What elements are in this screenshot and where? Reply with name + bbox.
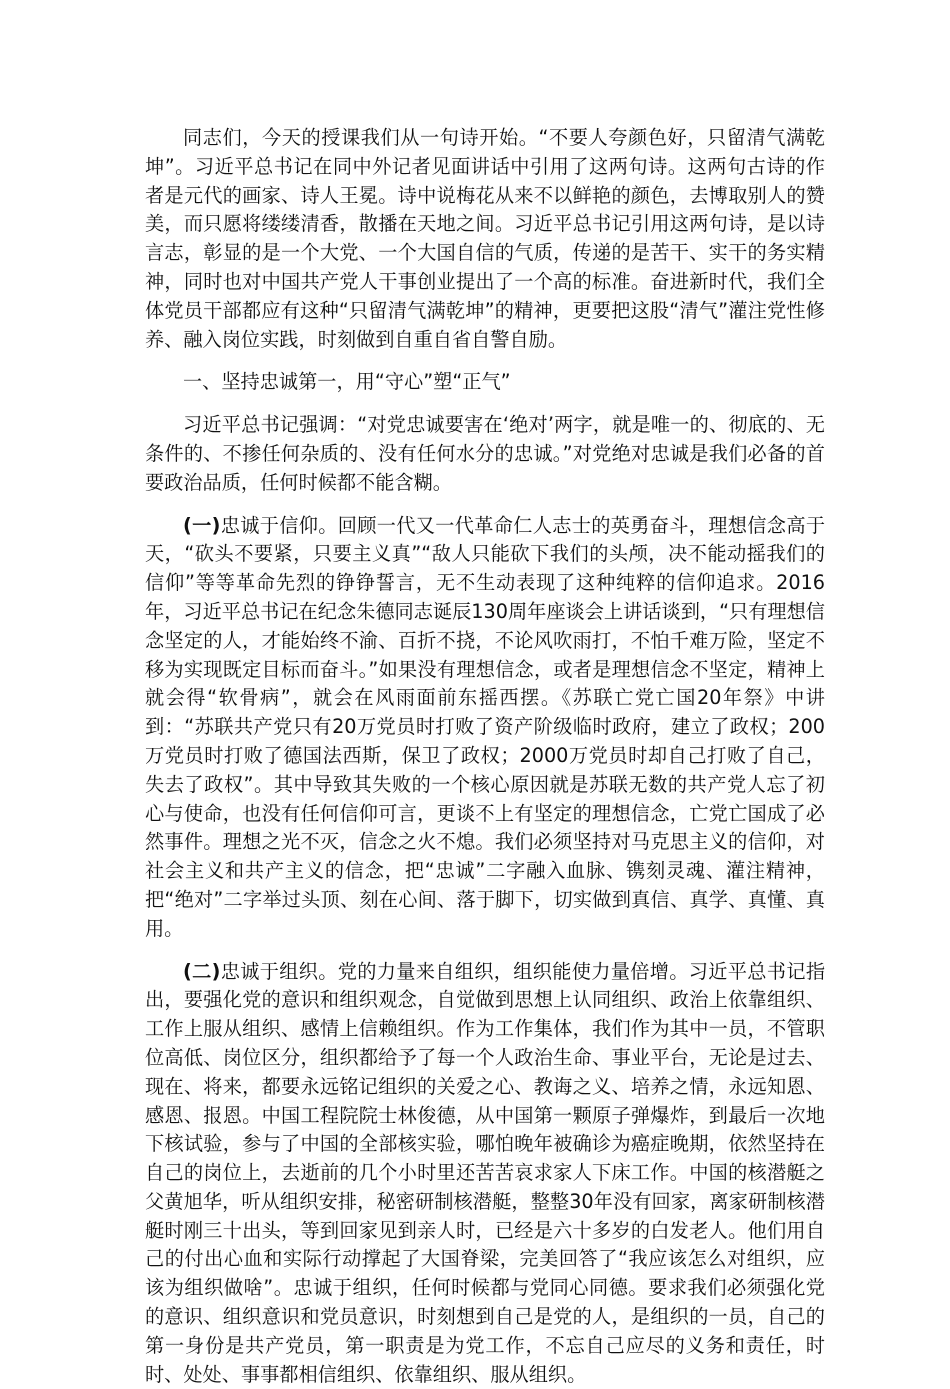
subsection-text: 忠诚于信仰。回顾一代又一代革命仁人志士的英勇奋斗，理想信念高于天，“砍头不要紧，只要主义真”“敌人只能砍下我们的头颅，决不能动摇我们的信仰”等等革命先烈的铮铮誓言，无不生动表现了这种纯粹的信仰追求。2016年，习近平总书记在纪念朱德同志诞辰130周年座谈会上讲话谈到，“只有理想信念坚定的人，才能始终不渝、百折不挠，不论风吹雨打，不怕千难万险，坚定不移为实现既定目标而奋斗。”如果没有理想信念，或者是理想信念不坚定，精神上就会得“软骨病”，就会在风雨面前东摇西摆。《苏联亡党亡国20年祭》中讲到：“苏联共产党只有20万党员时打败了资产阶级临时政府，建立了政权；200万党员时打败了德国法西斯，保卫了政权；2000万党员时却自己打败了自己，失去了政权”。其中导致其失败的一个核心原因就是苏联无数的共产党人忘了初心与使命，也没有任何信仰可言，更谈不上有坚定的理想信念，亡党亡国成了必然事件。理想之光不灭，信念之火不熄。我们必须坚持对马克思主义的信仰，对社会主义和共产主义的信念，把“忠诚”二字融入血脉、镌刻灵魂、灌注精神，把“绝对”二字举过头顶、刻在心间、落于脚下，切实做到真信、真学、真懂、真用。	[145, 513, 826, 940]
quote-paragraph: 习近平总书记强调：“对党忠诚要害在‘绝对’两字，就是唯一的、彻底的、无条件的、不掺任何杂质的、没有任何水分的忠诚。”对党绝对忠诚是我们必备的首要政治品质，任何时候都不能含糊。	[145, 413, 825, 494]
subsection-text: 忠诚于组织。党的力量来自组织，组织能使力量倍增。习近平总书记指出，要强化党的意识和组织观念，自觉做到思想上认同组织、政治上依靠组织、工作上服从组织、感情上信赖组织。作为工作集体，我们作为其中一员，不管职位高低、岗位区分，组织都给予了每一个人政治生命、事业平台，无论是过去、现在、将来，都要永远铭记组织的关爱之心、教诲之义、培养之情，永远知恩、感恩、报恩。中国工程院院士林俊德，从中国第一颗原子弹爆炸，到最后一次地下核试验，参与了中国的全部核实验，哪怕晚年被确诊为癌症晚期，依然坚持在自己的岗位上，去逝前的几个小时里还苦苦哀求家人下床工作。中国的核潜艇之父黄旭华，听从组织安排，秘密研制核潜艇，整整30年没有回家，离家研制核潜艇时刚三十出头，等到回家见到亲人时，已经是六十多岁的白发老人。他们用自己的付出心血和实际行动撑起了大国脊梁，完美回答了“我应该怎么对组织，应该为组织做啥”。忠诚于组织，任何时候都与党同心同德。要求我们必须强化党的意识、组织意识和党员意识，时刻想到自己是党的人，是组织的一员，自己的第一身份是共产党员，第一职责是为党工作，不忘自己应尽的义务和责任，时时、处处、事事都相信组织、依靠组织、服从组织。	[145, 959, 826, 1386]
section-heading: 一、坚持忠诚第一，用“守心”塑“正气”	[183, 370, 511, 394]
intro-paragraph: 同志们，今天的授课我们从一句诗开始。“不要人夸颜色好，只留清气满乾坤”。习近平总书记在同中外记者见面讲话中引用了这两句诗。这两句古诗的作者是元代的画家、诗人王冕。诗中说梅花从来不以鲜艳的颜色，去博取别人的赞美，而只愿将缕缕清香，散播在天地之间。习近平总书记引用这两句诗，是以诗言志，彰显的是一个大党、一个大国自信的气质，传递的是苦干、实干的务实精神，同时也对中国共产党人干事创业提出了一个高的标准。奋进新时代，我们全体党员干部都应有这种“只留清气满乾坤”的精神，更要把这股“清气”灌注党性修养、融入岗位实践，时刻做到自重自省自警自励。	[145, 126, 825, 351]
subsection-paragraph-organization	[145, 958, 825, 1389]
document-page	[145, 124, 825, 1389]
subsection-paragraph-faith	[145, 512, 825, 944]
subsection-label: (一)	[183, 513, 221, 537]
subsection-label: (二)	[183, 959, 221, 983]
